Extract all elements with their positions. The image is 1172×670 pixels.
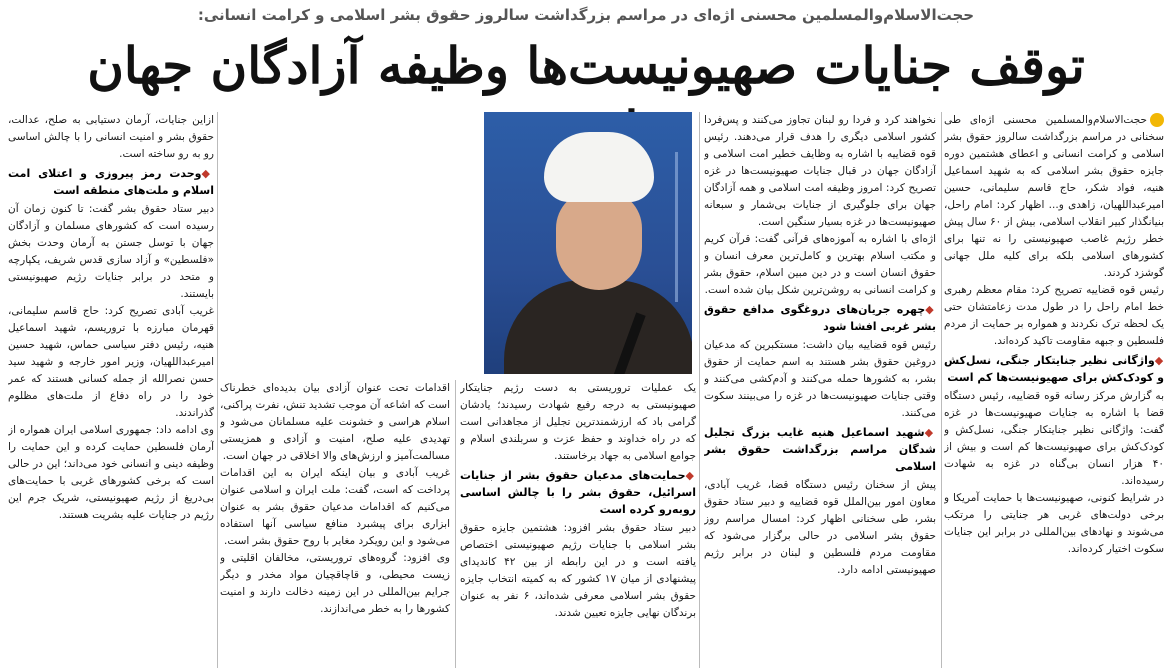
paragraph: ازاین جنایات، آرمان دستیابی به صلح، عدالت، حقوق بشر و امنیت انسانی را با چالش اساسی رو به رو ساخته است. (8, 114, 214, 160)
subheading: ◆ شهید اسماعیل هنیه غایب بزرگ تجلیل شدگان مراسم بزرگداشت حقوق بشر اسلامی (704, 424, 936, 475)
paragraph: وی افزود: گروه‌های تروریستی، مخالفان اقلیتی و زیست محیطی، و قاچاقچیان مواد مخدر و دیگر جرایم بین‌المللی در این زمینه دخالت دارند و امنیت کشورها را به خطر می‌اندازند. (220, 552, 450, 615)
column-5 (8, 112, 214, 668)
paragraph: وی ادامه داد: جمهوری اسلامی ایران همواره از آرمان فلسطین حمایت کرده و این حمایت را وظیفه دینی و انسانی خود می‌داند؛ این در حالی است که برخی کشورهای غربی با حمایت‌های بی‌دریغ از رژیم صهیونیستی، شریک جرم این رژیم در جنایات علیه بشریت هستند. (8, 424, 214, 521)
column-1 (944, 112, 1164, 668)
turban (544, 132, 654, 202)
subheading: ◆ واژگانی نظیر جنایتکار جنگی، نسل‌کش و کودک‌کش برای صهیونیست‌ها کم است (944, 352, 1164, 386)
paragraph: حجت‌الاسلام‌والمسلمین محسنی اژه‌ای طی سخنانی در مراسم بزرگداشت سالروز حقوق بشر اسلامی و کرامت انسانی و اعطای هشتمین دوره جایزه حقوق بشر اسلامی که به شهید اسماعیل هنیه، فواد شکر، حاج قاسم سلیمانی، حسین امیرعبداللهیان، زاهدی و... اظهار کرد: امام راحل، بنیانگذار کبیر انقلاب اسلامی، بیش از ۶۰ سال پیش خطر رژیم غاصب صهیونیستی را نه تنها برای کشورهای اسلامی بلکه برای کلیه ملل جهانی گوشزد کردند. (944, 114, 1164, 279)
newspaper-logo-icon (1150, 113, 1164, 127)
article-headline: توقف جنایات صهیونیست‌ها وظیفه آزادگان جهان (87, 36, 1085, 95)
subheading: ◆ وحدت رمز پیروزی و اعتلای امت اسلام و ملت‌های منطقه است (8, 165, 214, 199)
subheading: ◆ چهره جریان‌های دروغگوی مدافع حقوق بشر غربی افشا شود (704, 301, 936, 335)
paragraph: به گزارش مرکز رسانه قوه قضاییه، رئیس دستگاه قضا با اشاره به جنایات صهیونیست‌ها در غزه گفت: واژگانی نظیر جنایتکار جنگی، نسل‌کش و کودک‌کش برای صهیونیست‌ها کم است و بیش از ۴۰ هزار انسان بی‌گناه در غزه به شهادت رسیده‌اند. (944, 390, 1164, 487)
paragraph: پیش از سخنان رئیس دستگاه قضا، غریب آبادی، معاون امور بین‌الملل قوه قضاییه و دبیر ستاد حقوق بشر، طی سخنانی اظهار کرد: امسال مراسم روز حقوق بشر اسلامی در حالی برگزار می‌شود که مقاومت مردم فلسطین و لبنان در برابر رژیم صهیونیستی ادامه دارد. (704, 479, 936, 576)
paragraph: اژه‌ای با اشاره به آموزه‌های قرآنی گفت: قرآن کریم و مکتب اسلام بهترین و کامل‌ترین معرف انسان و حقوق انسان است و در دین مبین اسلام، حقوق بشر و کرامت انسانی به روشن‌ترین شکل بیان شده است. (704, 233, 936, 296)
column-divider (455, 380, 456, 668)
paragraph: غریب آبادی تصریح کرد: حاج قاسم سلیمانی، قهرمان مبارزه با تروریسم، شهید اسماعیل هنیه، رئیس دفتر سیاسی حماس، شهید حسین امیرعبداللهیان، وزیر امور خارجه و شهید سید حسن نصرالله از جمله کسانی هستند که عمر خود را در راه دفاع از ملت‌های مظلوم گذراندند. (8, 305, 214, 419)
paragraph: دبیر ستاد حقوق بشر گفت: تا کنون زمان آن رسیده است که کشورهای مسلمان و آزادگان جهان با توسل جستن به آرمان وحدت بخش «فلسطین» و آزاد سازی قدس شریف، یکپارچه و متحد در برابر جنایات رژیم صهیونیستی بایستند. (8, 203, 214, 300)
column-divider (217, 112, 218, 668)
paragraph: رئیس قوه قضاییه بیان داشت: مستکبرین که مدعیان دروغین حقوق بشر هستند به اسم حمایت از حقوق بشر، به کشورها حمله می‌کنند و آدم‌کشی می‌کنند و وقتی جنایات صهیونیست‌ها در غزه را می‌بینند سکوت می‌کنند. (704, 339, 936, 419)
paragraph: در شرایط کنونی، صهیونیست‌ها با حمایت آمریکا و برخی دولت‌های غربی هر جنایتی را مرتکب می‌شوند و نهادهای بین‌المللی در برابر این جنایات سکوت اختیار کرده‌اند. (944, 492, 1164, 555)
column-2 (704, 112, 936, 668)
subheading: ◆ حمایت‌های مدعیان حقوق بشر از جنایات اسرائیل، حقوق بشر را با چالش اساسی روبه‌رو کرده است (460, 467, 696, 518)
article-kicker: حجت‌الاسلام‌والمسلمین محسنی اژه‌ای در مراسم بزرگداشت سالروز حقوق بشر اسلامی و کرامت انسانی: (197, 6, 975, 24)
paragraph: دبیر ستاد حقوق بشر افزود: هشتمین جایزه حقوق بشر اسلامی با جنایات رژیم صهیونیستی اختصاص یافته است و در این رابطه از بین ۴۲ کاندیدای پیشنهادی از میان ۱۷ کشور که به کمیته انتخاب جایزه حقوق بشر اسلامی معرفی شده‌اند، ۶ نفر به عنوان برندگان نهایی جایزه تعیین شدند. (460, 522, 696, 619)
column-3 (460, 380, 696, 668)
paragraph: غریب آبادی و بیان اینکه ایران به این اقدامات پرداخت که است، گفت: ملت ایران و اسلامی عنوان می‌کنیم که اقدامات مدعیان حقوق بشر به عنوان ابزاری برای پیشبرد منافع سیاسی آنها استفاده می‌شود و این رویکرد مغایر با روح حقوق بشر است. (220, 467, 450, 547)
paragraph: رئیس قوه قضاییه تصریح کرد: مقام معظم رهبری خط امام راحل را در طول مدت زعامتشان حتی یک لحظه ترک نکردند و همواره بر حمایت از مردم فلسطین و جبهه مقاومت تاکید کرده‌اند. (944, 284, 1164, 347)
column-divider (699, 112, 700, 668)
face (556, 190, 642, 290)
paragraph: یک عملیات تروریستی به دست رژیم جنایتکار صهیونیستی به درجه رفیع شهادت رسیدند؛ یادشان گرامی باد که ارزشمندترین تجلیل از مجاهدانی است که در راه خداوند و حفظ عزت و سربلندی اسلام و جوامع اسلامی به جهاد برخاستند. (460, 382, 696, 462)
paragraph: اقدامات تحت عنوان آزادی بیان بدیده‌ای خطرناک است که اشاعه آن موجب تشدید تنش، نفرت پراکنی، اسلام هراسی و خشونت علیه مسلمانان می‌شود و تهدیدی علیه صلح، امنیت و آزادی و همزیستی مسالمت‌آمیز و ارزش‌های والا اخلاقی در جهان است. (220, 382, 450, 462)
paragraph: نخواهند کرد و فردا رو لبنان تجاوز می‌کنند و پس‌فردا کشور اسلامی دیگری را هدف قرار می‌دهند. رئیس قوه قضاییه با اشاره به وظایف خطیر امت اسلامی و آزادگان جهان در قبال جنایات صهیونیست‌ها در غزه تصریح کرد: امروز وظیفه امت اسلامی و همه آزادگان جهان برای جلوگیری از جنایات بی‌شمار و سبعانه صهیونیست‌ها در غزه بسیار سنگین است. (704, 114, 936, 228)
column-4 (220, 380, 450, 668)
speaker-photo (484, 112, 692, 374)
column-divider (941, 112, 942, 668)
